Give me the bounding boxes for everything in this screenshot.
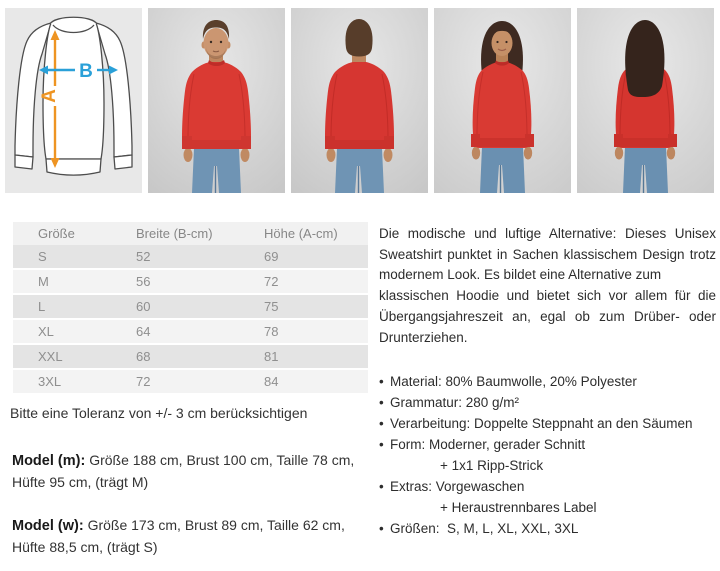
table-cell: 72: [264, 274, 279, 289]
tolerance-note: Bitte eine Toleranz von +/- 3 cm berücksichtigen: [10, 405, 308, 421]
table-cell: 64: [136, 324, 151, 339]
table-cell: 78: [264, 324, 279, 339]
feature-subitem: + 1x1 Ripp-Strick: [440, 458, 544, 474]
table-cell: 75: [264, 299, 279, 314]
table-cell: 81: [264, 349, 279, 364]
table-cell: XXL: [38, 349, 63, 364]
product-info-column: [379, 224, 716, 539]
product-image-male-front[interactable]: [148, 8, 285, 193]
model-w-measurements: Größe 173 cm, Brust 89 cm, Taille 62 cm, Hüfte 88,5 cm, (trägt S): [12, 517, 345, 555]
table-cell: XL: [38, 324, 54, 339]
male-back-photo: [291, 8, 428, 193]
description-part1: Die modische und luftige Alternative: Dieses Unisex Sweatshirt punktet in Sachen klassischem Design trotz modernem Look. Es bildet eine Alternative zum: [379, 226, 716, 283]
table-row: [13, 270, 368, 293]
feature-text: • Form: Moderner, gerader Schnitt: [390, 437, 586, 453]
feature-item: [379, 392, 716, 413]
model-m-info: [12, 450, 370, 493]
feature-item: [379, 413, 716, 434]
feature-item: [379, 518, 716, 539]
table-cell: S: [38, 249, 47, 264]
feature-text: • Verarbeitung: Doppelte Steppnaht an den Säumen: [390, 416, 693, 432]
feature-text: • Extras: Vorgewaschen: [390, 479, 525, 495]
table-cell: L: [38, 299, 46, 314]
male-front-photo: [148, 8, 285, 193]
model-w-label: Model (w):: [12, 518, 84, 534]
table-row: [13, 370, 368, 393]
table-cell: 3XL: [38, 374, 62, 389]
feature-text: • Größen: S, M, L, XL, XXL, 3XL: [390, 521, 579, 537]
feature-text: • Material: 80% Baumwolle, 20% Polyester: [390, 374, 637, 390]
table-cell: M: [38, 274, 49, 289]
table-cell: 60: [136, 299, 151, 314]
table-cell: 69: [264, 249, 279, 264]
table-cell: 84: [264, 374, 279, 389]
product-image-male-back[interactable]: [291, 8, 428, 193]
measurement-a-label: A: [39, 89, 60, 103]
model-m-measurements: Größe 188 cm, Brust 100 cm, Taille 78 cm, Hüfte 95 cm, (trägt M): [12, 452, 355, 490]
feature-item: [379, 434, 716, 476]
size-table-header: [13, 222, 368, 245]
column-header-width: Breite (B-cm): [136, 226, 213, 241]
table-row: [13, 345, 368, 368]
description-part2: klassischen Hoodie und bietet sich vor allem für die Übergangsjahreszeit an, egal ob zum Drüber- oder Drunterziehen.: [379, 288, 716, 345]
product-image-gallery: [5, 8, 714, 193]
product-image-size-diagram[interactable]: [5, 8, 142, 193]
table-row: [13, 245, 368, 268]
table-row: [13, 295, 368, 318]
model-m-label: Model (m):: [12, 453, 86, 469]
table-row: [13, 320, 368, 343]
measurement-b-label: B: [79, 61, 93, 82]
table-cell: 68: [136, 349, 151, 364]
feature-list: [379, 371, 716, 539]
feature-text: • Grammatur: 280 g/m²: [390, 395, 520, 411]
product-image-female-front[interactable]: [434, 8, 571, 193]
table-cell: 56: [136, 274, 151, 289]
table-cell: 52: [136, 249, 151, 264]
size-diagram-graphic: [5, 8, 142, 193]
female-back-photo: [577, 8, 714, 193]
size-table-body: [13, 245, 368, 393]
column-header-size: Größe: [38, 226, 75, 241]
table-cell: 72: [136, 374, 151, 389]
product-image-female-back[interactable]: [577, 8, 714, 193]
product-description: [379, 224, 716, 348]
feature-item: [379, 371, 716, 392]
feature-subitem: + Heraustrennbares Label: [440, 500, 597, 516]
feature-item: [379, 476, 716, 518]
model-w-info: [12, 515, 370, 558]
column-header-height: Höhe (A-cm): [264, 226, 338, 241]
female-front-photo: [434, 8, 571, 193]
size-table: [13, 222, 368, 393]
